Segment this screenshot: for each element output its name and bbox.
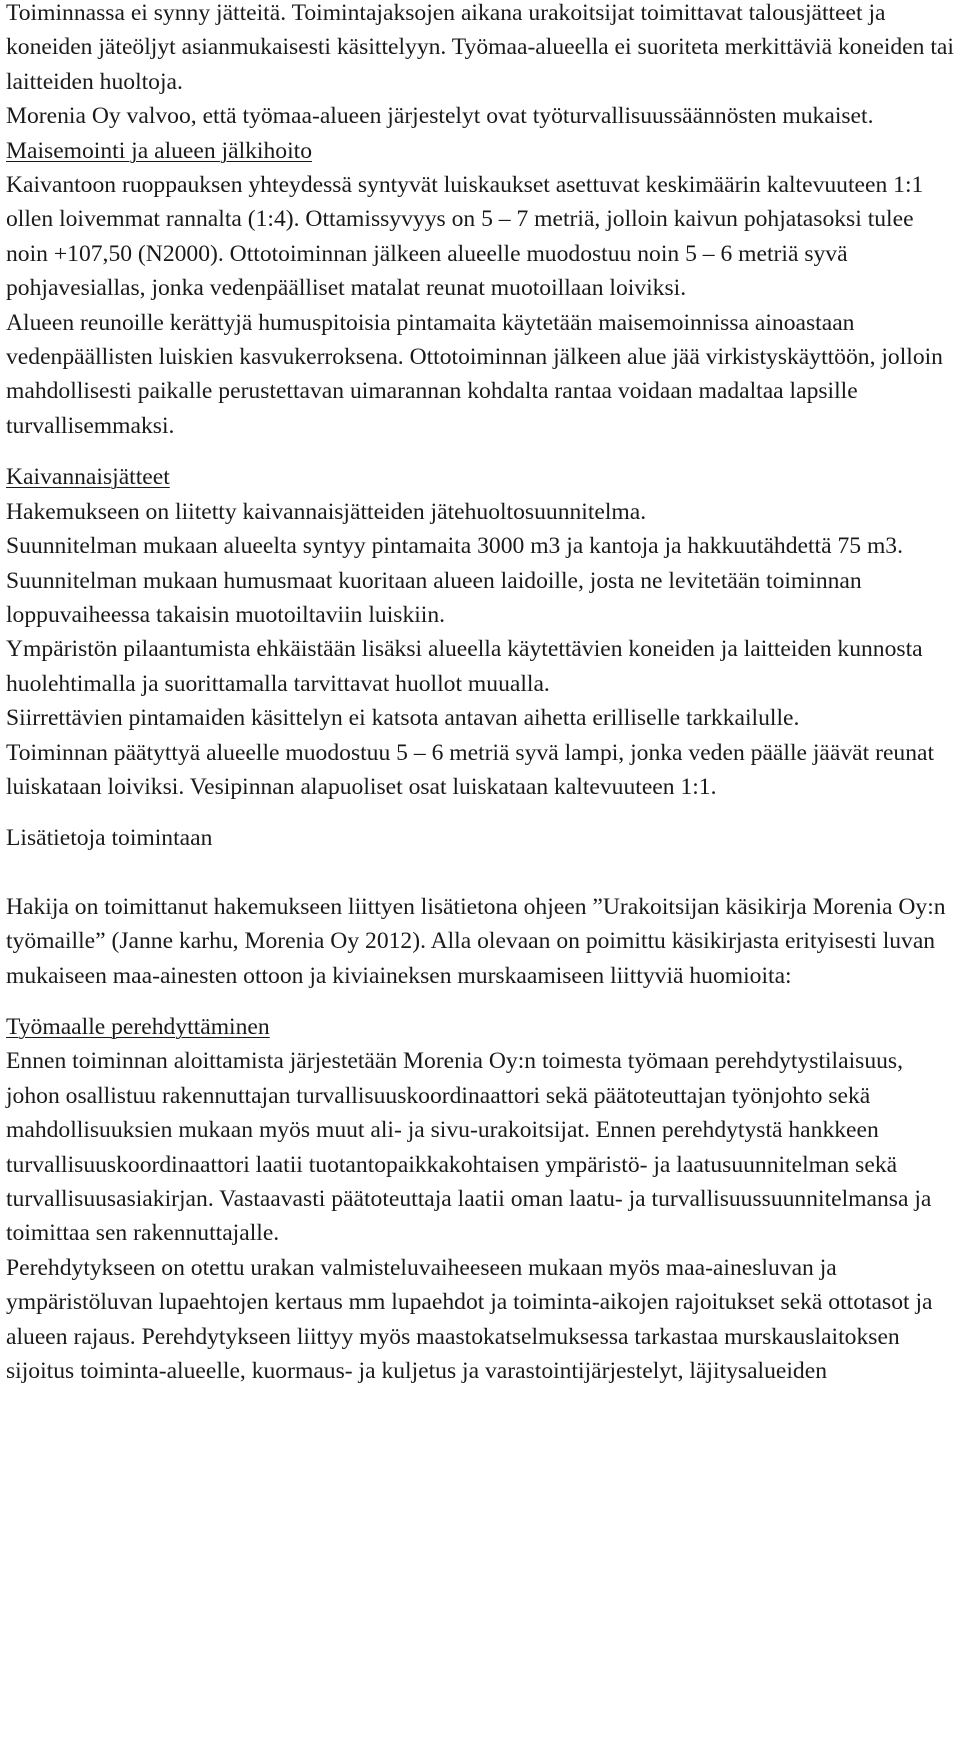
section-heading-lisatietoja: Lisätietoja toimintaan	[6, 825, 213, 852]
section-heading-maisemointi: Maisemointi ja alueen jälkihoito	[6, 137, 312, 164]
maisemointi-paragraph-2: Alueen reunoille kerättyjä humuspitoisia pintamaita käytetään maisemoinnissa ainoastaan vedenpäällisten luiskien kasvukerroksena. Ottotoiminnan jälkeen alue jää virkistyskäyttöön, jolloin mahdollisesti paikalle perustettavan uimarannan kohdalta rantaa voidaan madaltaa lapsille turvallisemmaksi.	[6, 309, 943, 439]
intro-paragraph-1: Toiminnassa ei synny jätteitä. Toimintajaksojen aikana urakoitsijat toimittavat talousjätteet ja koneiden jäteöljyt asianmukaisesti käsittelyyn. Työmaa-alueella ei suoriteta merkittäviä koneiden tai laitteiden huoltoja.	[6, 0, 954, 95]
lisatietoja-paragraph: Hakija on toimittanut hakemukseen liittyen lisätietona ohjeen ”Urakoitsijan käsikirja Morenia Oy:n työmaille” (Janne karhu, Morenia Oy 2012). Alla olevaan on poimittu käsikirjasta erityisesti luvan mukaiseen maa-ainesten ottoon ja kiviaineksen murskaamiseen liittyviä huomioita:	[6, 893, 946, 989]
section-spacer	[6, 993, 954, 1010]
kaivannaisjatteet-paragraph-5: Siirrettävien pintamaiden käsittelyn ei katsota antavan aihetta erilliselle tarkkailulle.	[6, 705, 800, 732]
kaivannaisjatteet-paragraph-1: Hakemukseen on liitetty kaivannaisjätteiden jätehuoltosuunnitelma.	[6, 498, 647, 525]
perehdyttaminen-paragraph-1: Ennen toiminnan aloittamista järjestetään Morenia Oy:n toimesta työmaan perehdytystilaisuus, johon osallistuu rakennuttajan turvallisuuskoordinaattori sekä päätoteuttajan työnjohto sekä mahdollisuuksien mukaan myös muut ali- ja sivu-urakoitsijat. Ennen perehdytystä hankkeen turvallisuuskoordinaattori laatii tuotantopaikkakohtaisen ympäristö- ja laatusuunnitelman sekä turvallisuusasiakirjan. Vastaavasti päätoteuttaja laatii oman laatu- ja turvallisuussuunnitelmansa ja toimittaa sen rakennuttajalle.	[6, 1048, 932, 1247]
section-spacer	[6, 804, 954, 821]
kaivannaisjatteet-paragraph-2: Suunnitelman mukaan alueelta syntyy pintamaita 3000 m3 ja kantoja ja hakkuutähdettä 75 m3.	[6, 533, 904, 560]
maisemointi-paragraph-1: Kaivantoon ruoppauksen yhteydessä syntyvät luiskaukset asettuvat keskimäärin kaltevuuteen 1:1 ollen loivemmat rannalta (1:4). Ottamissyvyys on 5 – 7 metriä, jolloin kaivun pohjatasoksi tulee noin +107,50 (N2000). Ottotoiminnan jälkeen alueelle muodostuu noin 5 – 6 metriä syvä pohjavesiallas, jonka vedenpäälliset matalat reunat muotoillaan loiviksi.	[6, 172, 924, 302]
perehdyttaminen-paragraph-2: Perehdytykseen on otettu urakan valmisteluvaiheeseen mukaan myös maa-ainesluvan ja ympäristöluvan lupaehtojen kertaus mm lupaehdot ja toiminta-aikojen rajoitukset sekä ottotasot ja alueen rajaus. Perehdytykseen liittyy myös maastokatselmuksessa tarkastaa murskauslaitoksen sijoitus toiminta-alueelle, kuormaus- ja kuljetus ja varastointijärjestelyt, läjitysalueiden	[6, 1254, 933, 1385]
section-heading-kaivannaisjatteet: Kaivannaisjätteet	[6, 464, 170, 491]
section-spacer	[6, 443, 954, 460]
kaivannaisjatteet-paragraph-4: Ympäristön pilaantumista ehkäistään lisäksi alueella käytettävien koneiden ja laitteiden kunnosta huolehtimalla ja suorittamalla tarvittavat huollot muualla.	[6, 636, 923, 697]
section-spacer	[6, 856, 954, 890]
kaivannaisjatteet-paragraph-3: Suunnitelman mukaan humusmaat kuoritaan alueen laidoille, josta ne levitetään toiminnan loppuvaiheessa takaisin muotoiltaviin luiskiin.	[6, 567, 862, 628]
section-heading-perehdyttaminen: Työmaalle perehdyttäminen	[6, 1013, 270, 1040]
kaivannaisjatteet-paragraph-6: Toiminnan päätyttyä alueelle muodostuu 5 – 6 metriä syvä lampi, jonka veden päälle jäävät reunat luiskataan loiviksi. Vesipinnan alapuoliset osat luiskataan kaltevuuteen 1:1.	[6, 739, 935, 800]
intro-paragraph-2: Morenia Oy valvoo, että työmaa-alueen järjestelyt ovat työturvallisuussäännösten mukaiset.	[6, 103, 874, 130]
